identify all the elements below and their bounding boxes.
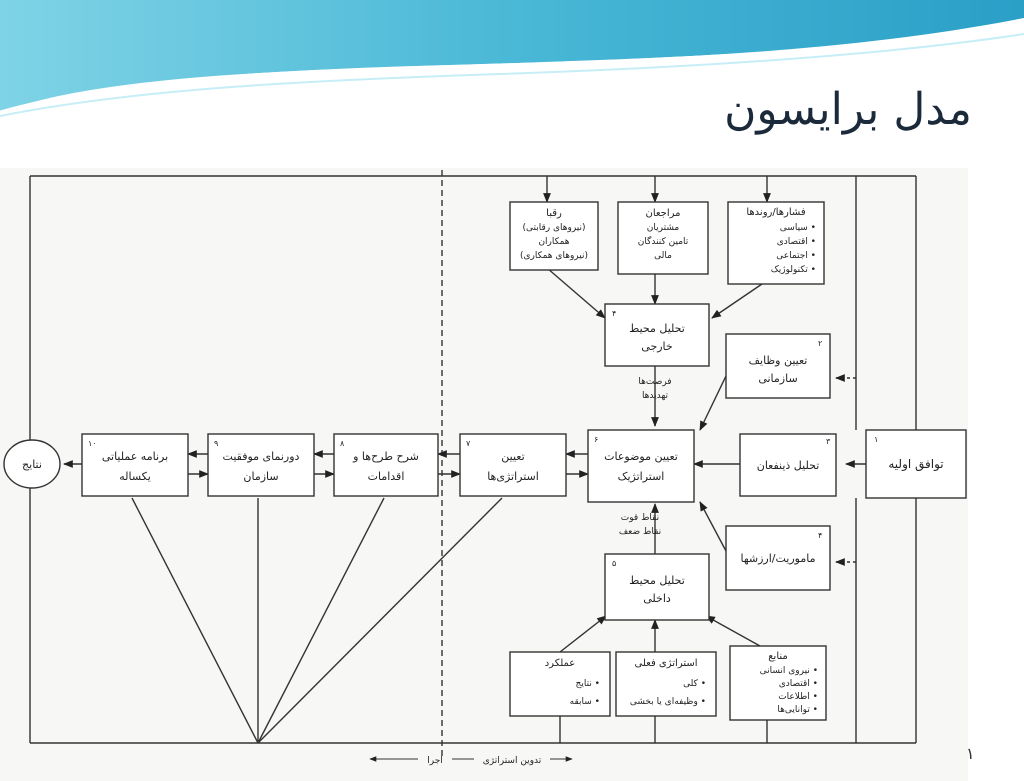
resources-item: • اقتصادی (778, 679, 818, 689)
box-stakeholder-analysis (740, 434, 836, 496)
ext-box-number: ۴ (612, 309, 617, 318)
rivals-line3: همکاران (538, 237, 570, 247)
box10-line1: برنامه عملیاتی (101, 450, 169, 463)
box-internal-analysis (605, 554, 709, 620)
results-node (4, 440, 60, 488)
pressures-item: • سیاسی (779, 223, 816, 233)
pressures-item: • اجتماعی (776, 251, 816, 261)
box-annual-operational-plan (82, 434, 188, 496)
box4-number: ۴ (818, 531, 823, 540)
box-vision-of-success (208, 434, 314, 496)
box2-line1: تعیین وظایف (748, 354, 808, 367)
slide-title: مدل برایسون (724, 84, 972, 135)
box2-number: ۲ (818, 339, 823, 348)
box5-number: ۵ (612, 559, 617, 568)
box-plans-actions (334, 434, 438, 496)
box5-line2: داخلی (643, 592, 671, 605)
pressures-item: • اقتصادی (776, 237, 816, 247)
opportunities-threats-label: تهدیدها (641, 391, 669, 401)
box-resources (730, 646, 826, 720)
box4-label: ماموریت/ارزشها (740, 552, 816, 565)
implementation-label: اجرا (427, 756, 443, 766)
box-mandates (726, 334, 830, 398)
performance-item: • سابقه (569, 697, 600, 707)
box7-line2: استراتژی‌ها (487, 470, 539, 483)
resources-title: منابع (768, 651, 788, 662)
box-performance (510, 652, 610, 716)
box3-number: ۳ (826, 437, 831, 446)
bryson-model-diagram (0, 168, 968, 781)
box10-line2: یکساله (119, 470, 151, 483)
pressures-item: • تکنولوژیک (770, 265, 816, 275)
ext-box-line2: خارجی (641, 340, 673, 353)
box1-label: توافق اولیه (888, 457, 944, 471)
pressures-title: فشارها/روندها (746, 207, 806, 218)
clients-line4: مالی (654, 251, 672, 261)
box-current-strategy (616, 652, 716, 716)
clients-line1: مراجعان (645, 208, 681, 219)
box-external-analysis (605, 304, 709, 366)
clients-line3: تامین کنندگان (637, 237, 689, 247)
box-mission-values (726, 526, 830, 590)
phase-labels (370, 756, 572, 766)
ext-box-line1: تحلیل محیط (629, 322, 685, 335)
box-strategies (460, 434, 566, 496)
box-clients (618, 202, 708, 274)
box9-line1: دورنمای موفقیت (222, 450, 300, 463)
formulation-label: تدوین استراتژی (482, 756, 542, 766)
rivals-line1: رقبا (546, 208, 562, 219)
box1-number: ۱ (874, 435, 879, 444)
box-strategic-issues (588, 430, 694, 502)
box6-line1: تعیین موضوعات (604, 450, 678, 463)
results-label: نتایج (22, 458, 42, 471)
resources-item: • اطلاعات (778, 692, 818, 702)
strengths-weaknesses-label: نقاط ضعف (618, 527, 662, 537)
box2-line2: سازمانی (758, 372, 798, 385)
box5-line1: تحلیل محیط (629, 574, 685, 587)
resources-item: • نیروی انسانی (759, 666, 818, 676)
strategy-item: • کلی (683, 679, 706, 689)
strengths-weaknesses-label: نقاط قوت (620, 513, 660, 523)
rivals-line2: (نیروهای رقابتی) (522, 223, 586, 233)
box10-number: ۱۰ (88, 439, 97, 448)
box-initial-agreement (866, 430, 966, 498)
box8-number: ۸ (340, 439, 345, 448)
performance-title: عملکرد (544, 658, 576, 669)
box-pressures-trends (728, 202, 824, 284)
box9-number: ۹ (214, 439, 219, 448)
strategy-item: • وظیفه‌ای یا بخشی (629, 697, 706, 707)
box7-number: ۷ (466, 439, 471, 448)
page-number: ۱ (966, 744, 975, 763)
performance-item: • نتایج (575, 679, 600, 689)
resources-item: • توانایی‌ها (777, 705, 818, 715)
box7-line1: تعیین (501, 450, 525, 463)
box9-line2: سازمان (243, 470, 279, 483)
box6-line2: استراتژیک (617, 470, 665, 483)
box8-line1: شرح طرح‌ها و (353, 450, 419, 463)
strategy-title: استراتژی فعلی (634, 658, 698, 669)
box3-label: تحلیل ذینفعان (756, 459, 820, 472)
opportunities-threats-label: فرصت‌ها (638, 377, 672, 387)
rivals-line4: (نیروهای همکاری) (519, 251, 589, 261)
box8-line2: اقدامات (367, 470, 405, 483)
clients-line2: مشتریان (646, 223, 680, 233)
box6-number: ۶ (594, 435, 599, 444)
box-rivals (510, 202, 598, 270)
